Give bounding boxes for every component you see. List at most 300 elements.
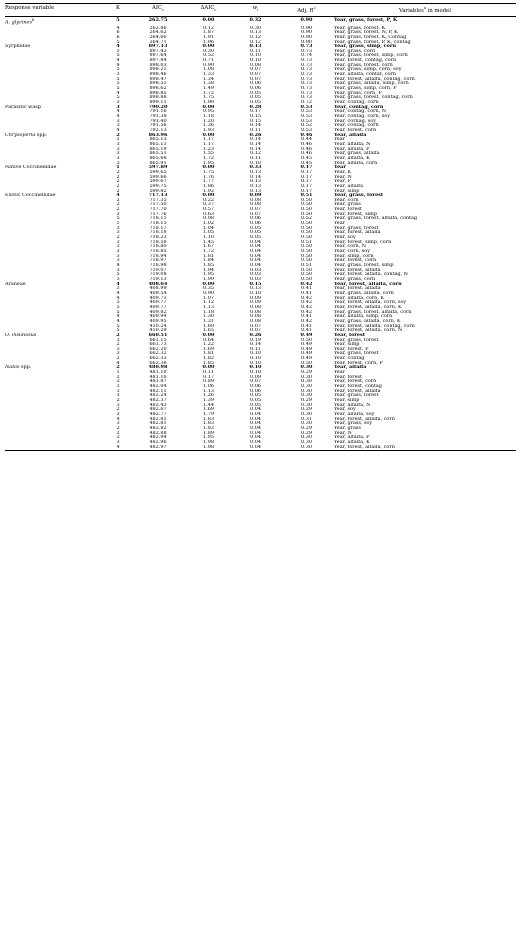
cell-adj-r2: 0.42 — [301, 304, 312, 310]
cell-variables: Year, grass, forest — [334, 193, 384, 198]
cell-k: 4 — [116, 114, 120, 119]
cell-variables: Year, grass, forest, P, K — [334, 17, 398, 24]
cell-variables: Year, forest, alfalfa, contag, corn — [334, 76, 415, 82]
cell-variables: Year, forest, corn — [334, 127, 377, 133]
cell-weight: 0.04 — [250, 253, 261, 259]
cell-weight: 0.07 — [250, 76, 261, 82]
cell-aic: 717.50 — [149, 202, 167, 208]
cell-variables: Year, alfalfa, P — [334, 146, 370, 152]
cell-variables: Year, grass, corn, P — [334, 90, 382, 96]
cell-variables: Year, forest, alfalfa, corn — [334, 281, 402, 287]
cell-weight: 0.07 — [250, 323, 261, 329]
cell-variables: Year, forest, alfalfa, corn, soy — [334, 300, 407, 305]
cell-variables: Year — [334, 370, 345, 375]
cell-adj-r2: 0.30 — [301, 374, 312, 380]
cell-aic: 865.51 — [149, 151, 167, 156]
cell-weight: 0.07 — [250, 72, 261, 77]
cell-delta-aic: 1.39 — [203, 398, 214, 403]
cell-adj-r2: 0.29 — [301, 407, 312, 413]
cell-k: 1 — [116, 165, 120, 170]
cell-variables: Year — [334, 221, 345, 226]
cell-variables: Year, simp — [334, 188, 360, 194]
cell-variables: Year, grass, forest, alfalfa, corn — [334, 309, 412, 315]
cell-weight: 0.05 — [250, 90, 261, 96]
cell-delta-aic: 0.71 — [203, 58, 214, 63]
cell-adj-r2: 0.90 — [301, 39, 312, 45]
cell-weight: 0.03 — [250, 276, 261, 282]
cell-variables: Year, forest, simp, corn — [334, 239, 392, 245]
cell-adj-r2: 0.90 — [301, 34, 312, 40]
cell-weight: 0.07 — [250, 207, 261, 212]
cell-aic: 482.67 — [149, 407, 167, 413]
cell-weight: 0.08 — [250, 197, 261, 203]
table-row — [5, 445, 516, 451]
cell-aic: 898.46 — [149, 72, 167, 77]
cell-k: 3 — [116, 421, 120, 426]
cell-adj-r2: 0.72 — [301, 100, 312, 105]
cell-aic: 790.20 — [148, 104, 168, 110]
cell-variables: Year, forest, alfalfa, contag, N — [334, 272, 408, 277]
cell-aic: 865.13 — [149, 137, 167, 142]
cell-k: 2 — [116, 132, 120, 138]
cell-variables: Year, grass, forest, K, Contag — [334, 34, 407, 40]
cell-variables: Year, alfalfa — [334, 365, 367, 371]
cell-k: 3 — [116, 286, 120, 291]
cell-adj-r2: 0.46 — [301, 151, 312, 156]
cell-variables: Year, N — [334, 174, 352, 180]
cell-variables: Year, forest, alfalfa — [334, 267, 381, 273]
cell-adj-r2: 0.50 — [301, 221, 312, 226]
cell-adj-r2: 0.42 — [300, 281, 313, 287]
cell-aic: 409.82 — [149, 309, 167, 315]
cell-aic: 865.68 — [149, 155, 167, 161]
cell-delta-aic: 1.91 — [203, 34, 214, 40]
cell-variables: Year, contag, corn — [334, 100, 379, 105]
cell-aic: 481.87 — [149, 379, 167, 385]
cell-adj-r2: 0.41 — [301, 328, 312, 333]
cell-variables: Year, simp — [334, 398, 360, 403]
cell-k: 4 — [116, 90, 120, 96]
cell-delta-aic: 1.20 — [203, 118, 214, 124]
cell-delta-aic: 0.37 — [203, 202, 214, 208]
cell-variables: Year, grass, forest, simp, corn — [334, 53, 408, 59]
cell-variables: Year, grass, forest, N, P, K — [334, 30, 398, 35]
cell-k: 3 — [116, 393, 120, 399]
cell-delta-aic: 0.98 — [203, 216, 214, 222]
cell-weight: 0.04 — [250, 430, 261, 436]
cell-k: 6 — [116, 30, 120, 35]
cell-k: 4 — [116, 416, 120, 422]
cell-adj-r2: 0.50 — [301, 225, 312, 231]
cell-weight: 0.12 — [250, 39, 261, 45]
cell-aic: 791.38 — [149, 114, 167, 119]
cell-adj-r2: 0.49 — [301, 346, 312, 352]
cell-delta-aic: 1.65 — [203, 328, 214, 333]
cell-response-variable: O. insidiosus — [5, 332, 37, 338]
cell-k: 3 — [116, 100, 120, 105]
cell-delta-aic: 0.30 — [203, 48, 214, 54]
cell-variables: Year, soy — [334, 407, 356, 413]
cell-delta-aic: 0.00 — [202, 104, 215, 110]
cell-k: 4 — [116, 44, 120, 49]
cell-k: 2 — [116, 183, 120, 189]
cell-k: 4 — [116, 318, 120, 324]
cell-weight: 0.13 — [250, 30, 261, 35]
cell-aic: 597.89 — [148, 165, 168, 170]
cell-aic: 482.88 — [149, 430, 167, 436]
cell-variables: Year, grass, alfalfa — [334, 151, 380, 156]
cell-delta-aic: 1.23 — [203, 146, 214, 152]
cell-adj-r2: 0.41 — [301, 290, 312, 296]
cell-variables: Year, forest, alfalfa, corn, K — [334, 304, 402, 310]
cell-variables: Year, grass, simp, corn, P — [334, 86, 397, 91]
cell-adj-r2: 0.30 — [301, 421, 312, 426]
cell-aic: 409.77 — [149, 300, 167, 305]
cell-aic: 719.13 — [149, 276, 167, 282]
cell-delta-aic: 1.98 — [185, 445, 232, 451]
cell-delta-aic: 0.90 — [203, 290, 214, 296]
cell-weight: 0.10 — [250, 370, 261, 375]
cell-aic: 482.94 — [149, 435, 167, 440]
cell-variables: Year, forest, alfalfa, corn, N — [334, 328, 403, 333]
cell-adj-r2: 0.30 — [301, 393, 312, 399]
cell-weight: 0.14 — [250, 137, 261, 142]
cell-variables: Year, contag, corn — [334, 123, 379, 128]
cell-response-variable: Exotic Coccinellidae — [5, 193, 56, 198]
cell-delta-aic: 1.06 — [203, 384, 214, 389]
cell-aic: 482.11 — [149, 388, 167, 394]
cell-aic: 719.08 — [149, 272, 167, 277]
cell-weight: 0.12 — [250, 151, 261, 156]
cell-delta-aic: 1.83 — [203, 425, 214, 431]
cell-k: 5 — [116, 76, 120, 82]
cell-weight: 0.15 — [250, 118, 261, 124]
cell-variables: Year, grass, simp, corn — [334, 44, 397, 49]
cell-aic: 599.66 — [149, 174, 167, 180]
cell-k: 2 — [116, 342, 120, 347]
cell-variables: Year — [334, 137, 345, 142]
cell-adj-r2: 0.52 — [301, 123, 312, 128]
cell-variables: Year, N — [334, 430, 352, 436]
cell-variables: Year, forest, contag, corn — [334, 58, 397, 63]
cell-delta-aic: 1.93 — [203, 127, 214, 133]
cell-adj-r2: 0.17 — [301, 188, 312, 194]
cell-k: 3 — [116, 379, 120, 385]
cell-response-variable: Parasitic wasp — [5, 104, 41, 110]
cell-k: 3 — [116, 351, 120, 357]
cell-k: 5 — [116, 304, 120, 310]
header-variables: Variables$^a$ in model — [334, 4, 516, 17]
cell-delta-aic: 1.13 — [203, 304, 214, 310]
cell-weight: 0.13 — [250, 188, 261, 194]
cell-adj-r2: 0.90 — [301, 30, 312, 35]
cell-aic: 661.15 — [149, 337, 167, 343]
cell-delta-aic: 1.34 — [203, 76, 214, 82]
cell-delta-aic: 1.22 — [203, 342, 214, 347]
cell-adj-r2: 0.42 — [301, 295, 312, 301]
cell-variables: Year, grass, corn — [334, 48, 376, 54]
cell-k: 4 — [116, 290, 120, 296]
cell-variables: Year, contag — [334, 356, 365, 361]
cell-adj-r2: 0.73 — [301, 86, 312, 91]
cell-adj-r2: 0.73 — [301, 81, 312, 87]
cell-delta-aic: 1.82 — [203, 356, 214, 361]
cell-variables: Year, grass, forest — [334, 225, 379, 231]
cell-delta-aic: 1.95 — [203, 160, 214, 166]
cell-variables: Year, grass, forest, corn — [334, 62, 393, 68]
cell-k: 3 — [116, 225, 120, 231]
cell-k: 4 — [116, 62, 120, 68]
cell-delta-aic: 1.83 — [203, 421, 214, 426]
table-row — [5, 16, 516, 25]
cell-delta-aic: 0.00 — [202, 365, 215, 371]
cell-aic: 482.82 — [149, 425, 167, 431]
cell-adj-r2: 0.41 — [301, 323, 312, 329]
cell-variables: Year, forest, alfalfa, corn — [334, 445, 516, 451]
cell-response-variable: A. glycines$^b$ — [5, 18, 35, 26]
cell-adj-r2: 0.30 — [301, 388, 312, 394]
cell-aic: 482.43 — [149, 402, 167, 408]
cell-delta-aic: 1.31 — [203, 318, 214, 324]
cell-variables: Year, alfalfa, simp, corn — [334, 314, 393, 319]
cell-delta-aic: 1.02 — [203, 221, 214, 226]
cell-delta-aic: 0.00 — [202, 332, 215, 338]
cell-variables: Year, forest, alfalfa — [334, 286, 381, 291]
cell-weight: 0.10 — [250, 160, 261, 166]
cell-k: 2 — [116, 407, 120, 413]
cell-variables: Year, forest, corn — [334, 258, 377, 264]
cell-weight: 0.07 — [250, 379, 261, 385]
cell-aic: 482.96 — [149, 439, 167, 445]
cell-delta-aic: 0.00 — [202, 44, 215, 49]
cell-variables: Year, grass, alfalfa, corn, K — [334, 318, 401, 324]
cell-adj-r2: 0.50 — [301, 253, 312, 259]
cell-weight: 0.05 — [250, 100, 261, 105]
cell-aic: 662.32 — [149, 351, 167, 357]
cell-k: 3 — [116, 160, 120, 166]
cell-aic: 718.58 — [149, 239, 167, 245]
cell-variables: Year, alfalfa, corn, K — [334, 295, 385, 301]
cell-k: 5 — [116, 53, 120, 59]
cell-variables: Year, corn, soy — [334, 249, 371, 254]
cell-k: 3 — [116, 253, 120, 259]
cell-adj-r2: 0.51 — [301, 239, 312, 245]
cell-variables: Year, contag, corn, soy — [334, 114, 390, 119]
cell-delta-aic: 1.86 — [203, 183, 214, 189]
cell-k: 3 — [116, 402, 120, 408]
cell-k: 3 — [116, 276, 120, 282]
cell-weight: 0.14 — [250, 146, 261, 152]
cell-adj-r2: 0.73 — [301, 95, 312, 101]
cell-delta-aic: 1.95 — [203, 272, 214, 277]
cell-weight: 0.10 — [250, 351, 261, 357]
cell-aic: 662.33 — [149, 356, 167, 361]
cell-weight: 0.09 — [249, 193, 262, 198]
cell-variables: Year, grass, forest, simp — [334, 263, 394, 268]
cell-adj-r2: 0.52 — [301, 216, 312, 222]
cell-variables: Year, contag, corn — [334, 104, 384, 110]
cell-adj-r2: 0.46 — [301, 146, 312, 152]
cell-k: 3 — [116, 244, 120, 250]
cell-aic: 662.36 — [149, 360, 167, 366]
cell-adj-r2: 0.50 — [301, 337, 312, 343]
cell-weight: 0.10 — [250, 58, 261, 63]
cell-variables: Year, grass, forest, alfalfa, contag — [334, 216, 418, 222]
cell-aic: 408.99 — [149, 286, 167, 291]
header-weight: $w_i$ — [232, 4, 279, 17]
cell-delta-aic: 1.72 — [203, 249, 214, 254]
cell-k: 4 — [116, 127, 120, 133]
cell-variables: Year, forest, alfalfa, corn — [334, 416, 395, 422]
cell-k: 2 — [116, 425, 120, 431]
cell-aic: 718.80 — [149, 244, 167, 250]
cell-delta-aic: 0.95 — [203, 109, 214, 115]
cell-k: 3 — [116, 118, 120, 124]
cell-response-variable: Native Coccinellidae — [5, 165, 57, 170]
cell-adj-r2: 0.50 — [301, 197, 312, 203]
cell-weight: 0.10 — [250, 53, 261, 59]
cell-weight: 0.33 — [249, 165, 262, 170]
cell-aic: 897.13 — [148, 44, 168, 49]
cell-aic: 482.77 — [149, 412, 167, 417]
cell-weight: 0.04 — [250, 239, 261, 245]
cell-weight: 0.28 — [249, 104, 262, 110]
cell-delta-aic: 1.49 — [203, 86, 214, 91]
cell-adj-r2: 0.42 — [301, 300, 312, 305]
cell-k: 2 — [116, 365, 120, 371]
cell-aic: 718.94 — [149, 253, 167, 259]
cell-delta-aic: 1.55 — [203, 151, 214, 156]
cell-delta-aic: 1.85 — [203, 360, 214, 366]
cell-weight: 0.05 — [250, 393, 261, 399]
cell-k: 2 — [116, 235, 120, 240]
cell-weight: 0.15 — [249, 281, 262, 287]
cell-k: 3 — [116, 104, 120, 110]
cell-k: 4 — [116, 25, 120, 31]
cell-delta-aic: 0.00 — [202, 193, 215, 198]
cell-adj-r2: 0.17 — [301, 169, 312, 175]
cell-aic: 264.62 — [149, 30, 167, 35]
cell-aic: 718.18 — [149, 230, 167, 236]
cell-variables: Year, grass — [334, 202, 361, 208]
cell-aic: 718.85 — [149, 249, 167, 254]
cell-variables: Year, forest, corn — [334, 379, 377, 385]
cell-aic: 662.20 — [149, 346, 167, 352]
header-response: Response variable — [5, 4, 105, 17]
cell-k: 2 — [116, 356, 120, 361]
cell-variables: Year, K — [334, 169, 352, 175]
cell-adj-r2: 0.73 — [301, 48, 312, 54]
cell-weight: 0.30 — [250, 25, 261, 31]
cell-delta-aic: 1.67 — [203, 244, 214, 250]
cell-aic: 863.96 — [148, 132, 168, 138]
cell-k: 4 — [116, 295, 120, 301]
cell-weight: 0.05 — [250, 402, 261, 408]
cell-aic: 660.51 — [148, 332, 168, 338]
cell-variables: Year, grass, soy — [334, 421, 373, 426]
cell-k: 2 — [116, 430, 120, 436]
cell-aic: 482.97 — [131, 445, 185, 451]
cell-delta-aic: 1.26 — [203, 393, 214, 399]
cell-adj-r2: 0.73 — [300, 44, 313, 49]
header-k: K — [105, 4, 131, 17]
cell-adj-r2: 0.30 — [301, 384, 312, 389]
cell-aic: 898.21 — [149, 67, 167, 73]
cell-delta-aic: 1.83 — [203, 416, 214, 422]
cell-aic: 897.64 — [149, 53, 167, 59]
cell-adj-r2: 0.51 — [300, 193, 313, 198]
cell-weight: 0.10 — [250, 356, 261, 361]
cell-aic: 409.71 — [149, 295, 167, 301]
cell-variables: Year, alfalfa, P — [334, 435, 370, 440]
cell-aic: 599.82 — [149, 188, 167, 194]
cell-variables: Year, forest — [334, 374, 362, 380]
cell-delta-aic: 1.72 — [203, 90, 214, 96]
cell-aic: 409.94 — [149, 314, 167, 319]
cell-aic: 599.75 — [149, 183, 167, 189]
cell-variables: Year, grass, corn — [334, 276, 376, 282]
cell-aic: 718.23 — [149, 235, 167, 240]
cell-k: 1 — [116, 137, 120, 142]
cell-response-variable: Syrphidae — [5, 44, 31, 49]
cell-k: 3 — [116, 48, 120, 54]
cell-adj-r2: 0.50 — [301, 230, 312, 236]
cell-aic: 717.70 — [149, 207, 167, 212]
cell-aic: 410.29 — [149, 328, 167, 333]
cell-delta-aic: 1.98 — [203, 439, 214, 445]
cell-weight: 0.07 — [250, 211, 261, 217]
cell-weight: 0.19 — [250, 337, 261, 343]
cell-adj-r2: 0.30 — [301, 435, 312, 440]
cell-adj-r2: 0.53 — [301, 118, 312, 124]
cell-weight: 0.08 — [250, 309, 261, 315]
cell-k: 4 — [116, 263, 120, 268]
cell-delta-aic: 1.36 — [203, 123, 214, 128]
cell-delta-aic: 1.77 — [203, 179, 214, 184]
cell-adj-r2: 0.50 — [301, 249, 312, 254]
cell-adj-r2: 0.73 — [301, 72, 312, 77]
cell-adj-r2: 0.41 — [301, 286, 312, 291]
cell-aic: 599.65 — [149, 169, 167, 175]
cell-aic: 482.37 — [149, 398, 167, 403]
cell-variables: Year — [334, 165, 346, 170]
cell-k: 5 — [116, 81, 120, 87]
cell-variables: Year, forest, alfalfa — [334, 230, 381, 236]
cell-aic: 482.24 — [149, 393, 167, 399]
cell-weight: 0.03 — [250, 272, 261, 277]
cell-weight: 0.07 — [250, 67, 261, 73]
cell-k: 2 — [116, 188, 120, 194]
cell-weight: 0.04 — [232, 445, 279, 451]
cell-k: 3 — [116, 249, 120, 254]
table-body — [5, 16, 516, 451]
cell-adj-r2: 0.50 — [301, 235, 312, 240]
model-selection-table — [5, 3, 516, 451]
cell-aic: 262.86 — [149, 25, 167, 31]
cell-variables: Year, contag, corn, N — [334, 109, 387, 115]
cell-weight: 0.13 — [250, 169, 261, 175]
cell-weight: 0.04 — [250, 435, 261, 440]
cell-aic: 481.10 — [149, 370, 167, 375]
header-aic: $AIC_c$ — [131, 4, 185, 17]
cell-delta-aic: 0.57 — [203, 207, 214, 212]
cell-weight: 0.11 — [250, 48, 261, 54]
cell-delta-aic: 0.12 — [203, 25, 214, 31]
cell-adj-r2: 0.49 — [301, 351, 312, 357]
cell-adj-r2: 0.42 — [301, 309, 312, 315]
cell-aic: 719.07 — [149, 267, 167, 273]
cell-delta-aic: 0.89 — [203, 379, 214, 385]
